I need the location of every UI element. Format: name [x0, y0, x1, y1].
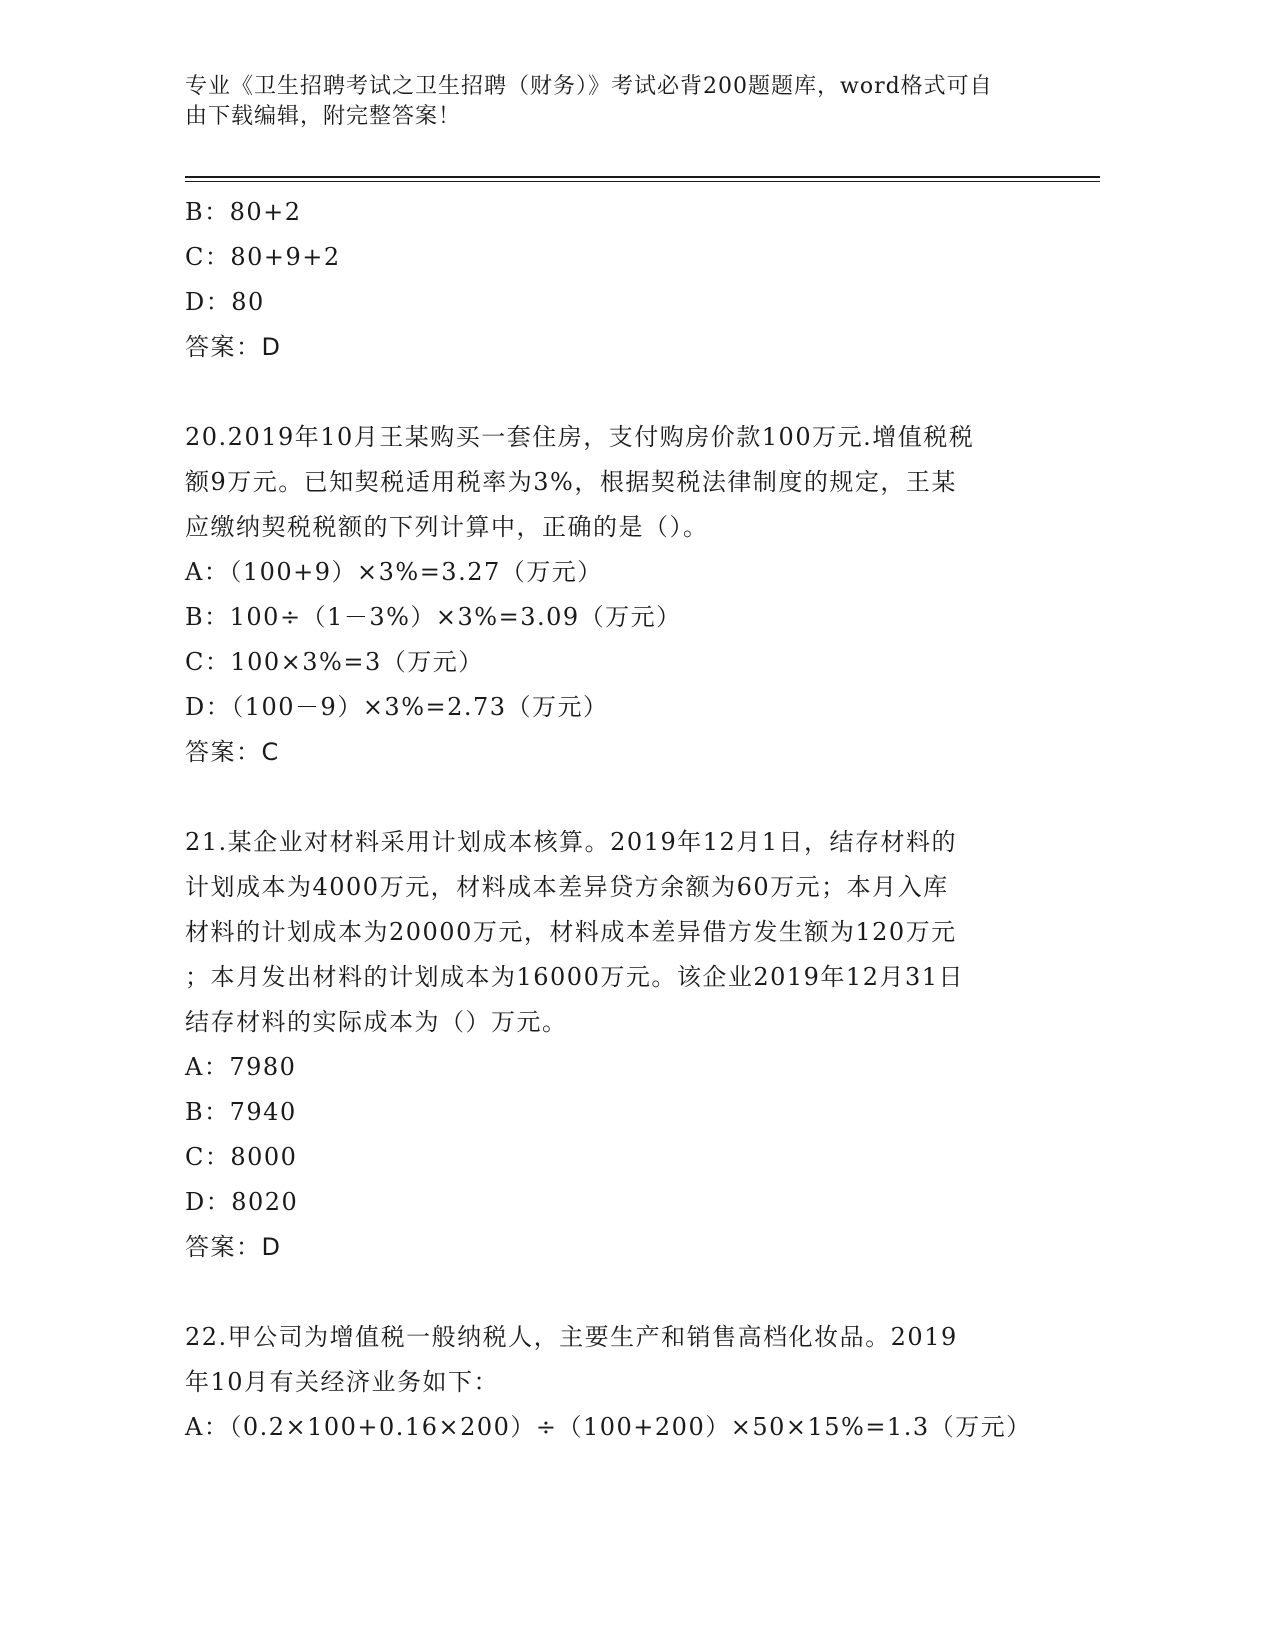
q21-option-a: A：7980: [185, 1053, 297, 1081]
q20-stem-line-1: 20.2019年10月王某购买一套住房，支付购房价款100万元.增值税税: [185, 423, 975, 451]
q20-option-b: B：100÷（1－3%）×3%=3.09（万元）: [185, 603, 682, 631]
q21-option-d: D：8020: [185, 1188, 299, 1216]
q20-stem-line-3: 应缴纳契税税额的下列计算中，正确的是（）。: [185, 513, 709, 541]
spacer: [185, 370, 1105, 415]
q19-option-d: D：80: [185, 288, 265, 316]
q21-stem-line-5: 结存材料的实际成本为（）万元。: [185, 1008, 568, 1036]
q20-option-a: A：（100+9）×3%=3.27（万元）: [185, 558, 603, 586]
header-line-2: 由下载编辑，附完整答案！: [185, 104, 462, 129]
q21-option-b: B：7940: [185, 1098, 297, 1126]
q20-stem-line-2: 额9万元。已知契税适用税率为3%，根据契税法律制度的规定，王某: [185, 468, 957, 496]
q21-stem-line-3: 材料的计划成本为20000万元，材料成本差异借方发生额为120万元: [185, 918, 957, 946]
q21-stem-line-1: 21.某企业对材料采用计划成本核算。2019年12月1日，结存材料的: [185, 828, 958, 856]
header-divider-thin: [185, 181, 1100, 182]
question-content: [185, 190, 1105, 1450]
q21-answer: 答案：D: [185, 1233, 282, 1261]
header-divider-thick: [185, 176, 1100, 178]
spacer: [185, 1270, 1105, 1315]
q22-option-a: A：（0.2×100+0.16×200）÷（100+200）×50×15%=1.3（万元）: [185, 1413, 1032, 1441]
q19-answer: 答案：D: [185, 333, 282, 361]
q22-stem-line-1: 22.甲公司为增值税一般纳税人，主要生产和销售高档化妆品。2019: [185, 1323, 958, 1351]
q21-stem-line-4: ；本月发出材料的计划成本为16000万元。该企业2019年12月31日: [185, 963, 965, 991]
q22-stem-line-2: 年10月有关经济业务如下：: [185, 1368, 500, 1396]
q20-answer: 答案：C: [185, 738, 280, 766]
q20-option-c: C：100×3%=3（万元）: [185, 648, 484, 676]
q21-stem-line-2: 计划成本为4000万元，材料成本差异贷方余额为60万元；本月入库: [185, 873, 949, 901]
q20-option-d: D：（100－9）×3%=2.73（万元）: [185, 693, 609, 721]
document-header: [185, 72, 1065, 132]
q19-option-c: C：80+9+2: [185, 243, 341, 271]
spacer: [185, 775, 1105, 820]
q19-option-b: B：80+2: [185, 198, 302, 226]
header-line-1: 专业《卫生招聘考试之卫生招聘（财务）》考试必背200题题库，word格式可自: [185, 74, 993, 99]
q21-option-c: C：8000: [185, 1143, 298, 1171]
